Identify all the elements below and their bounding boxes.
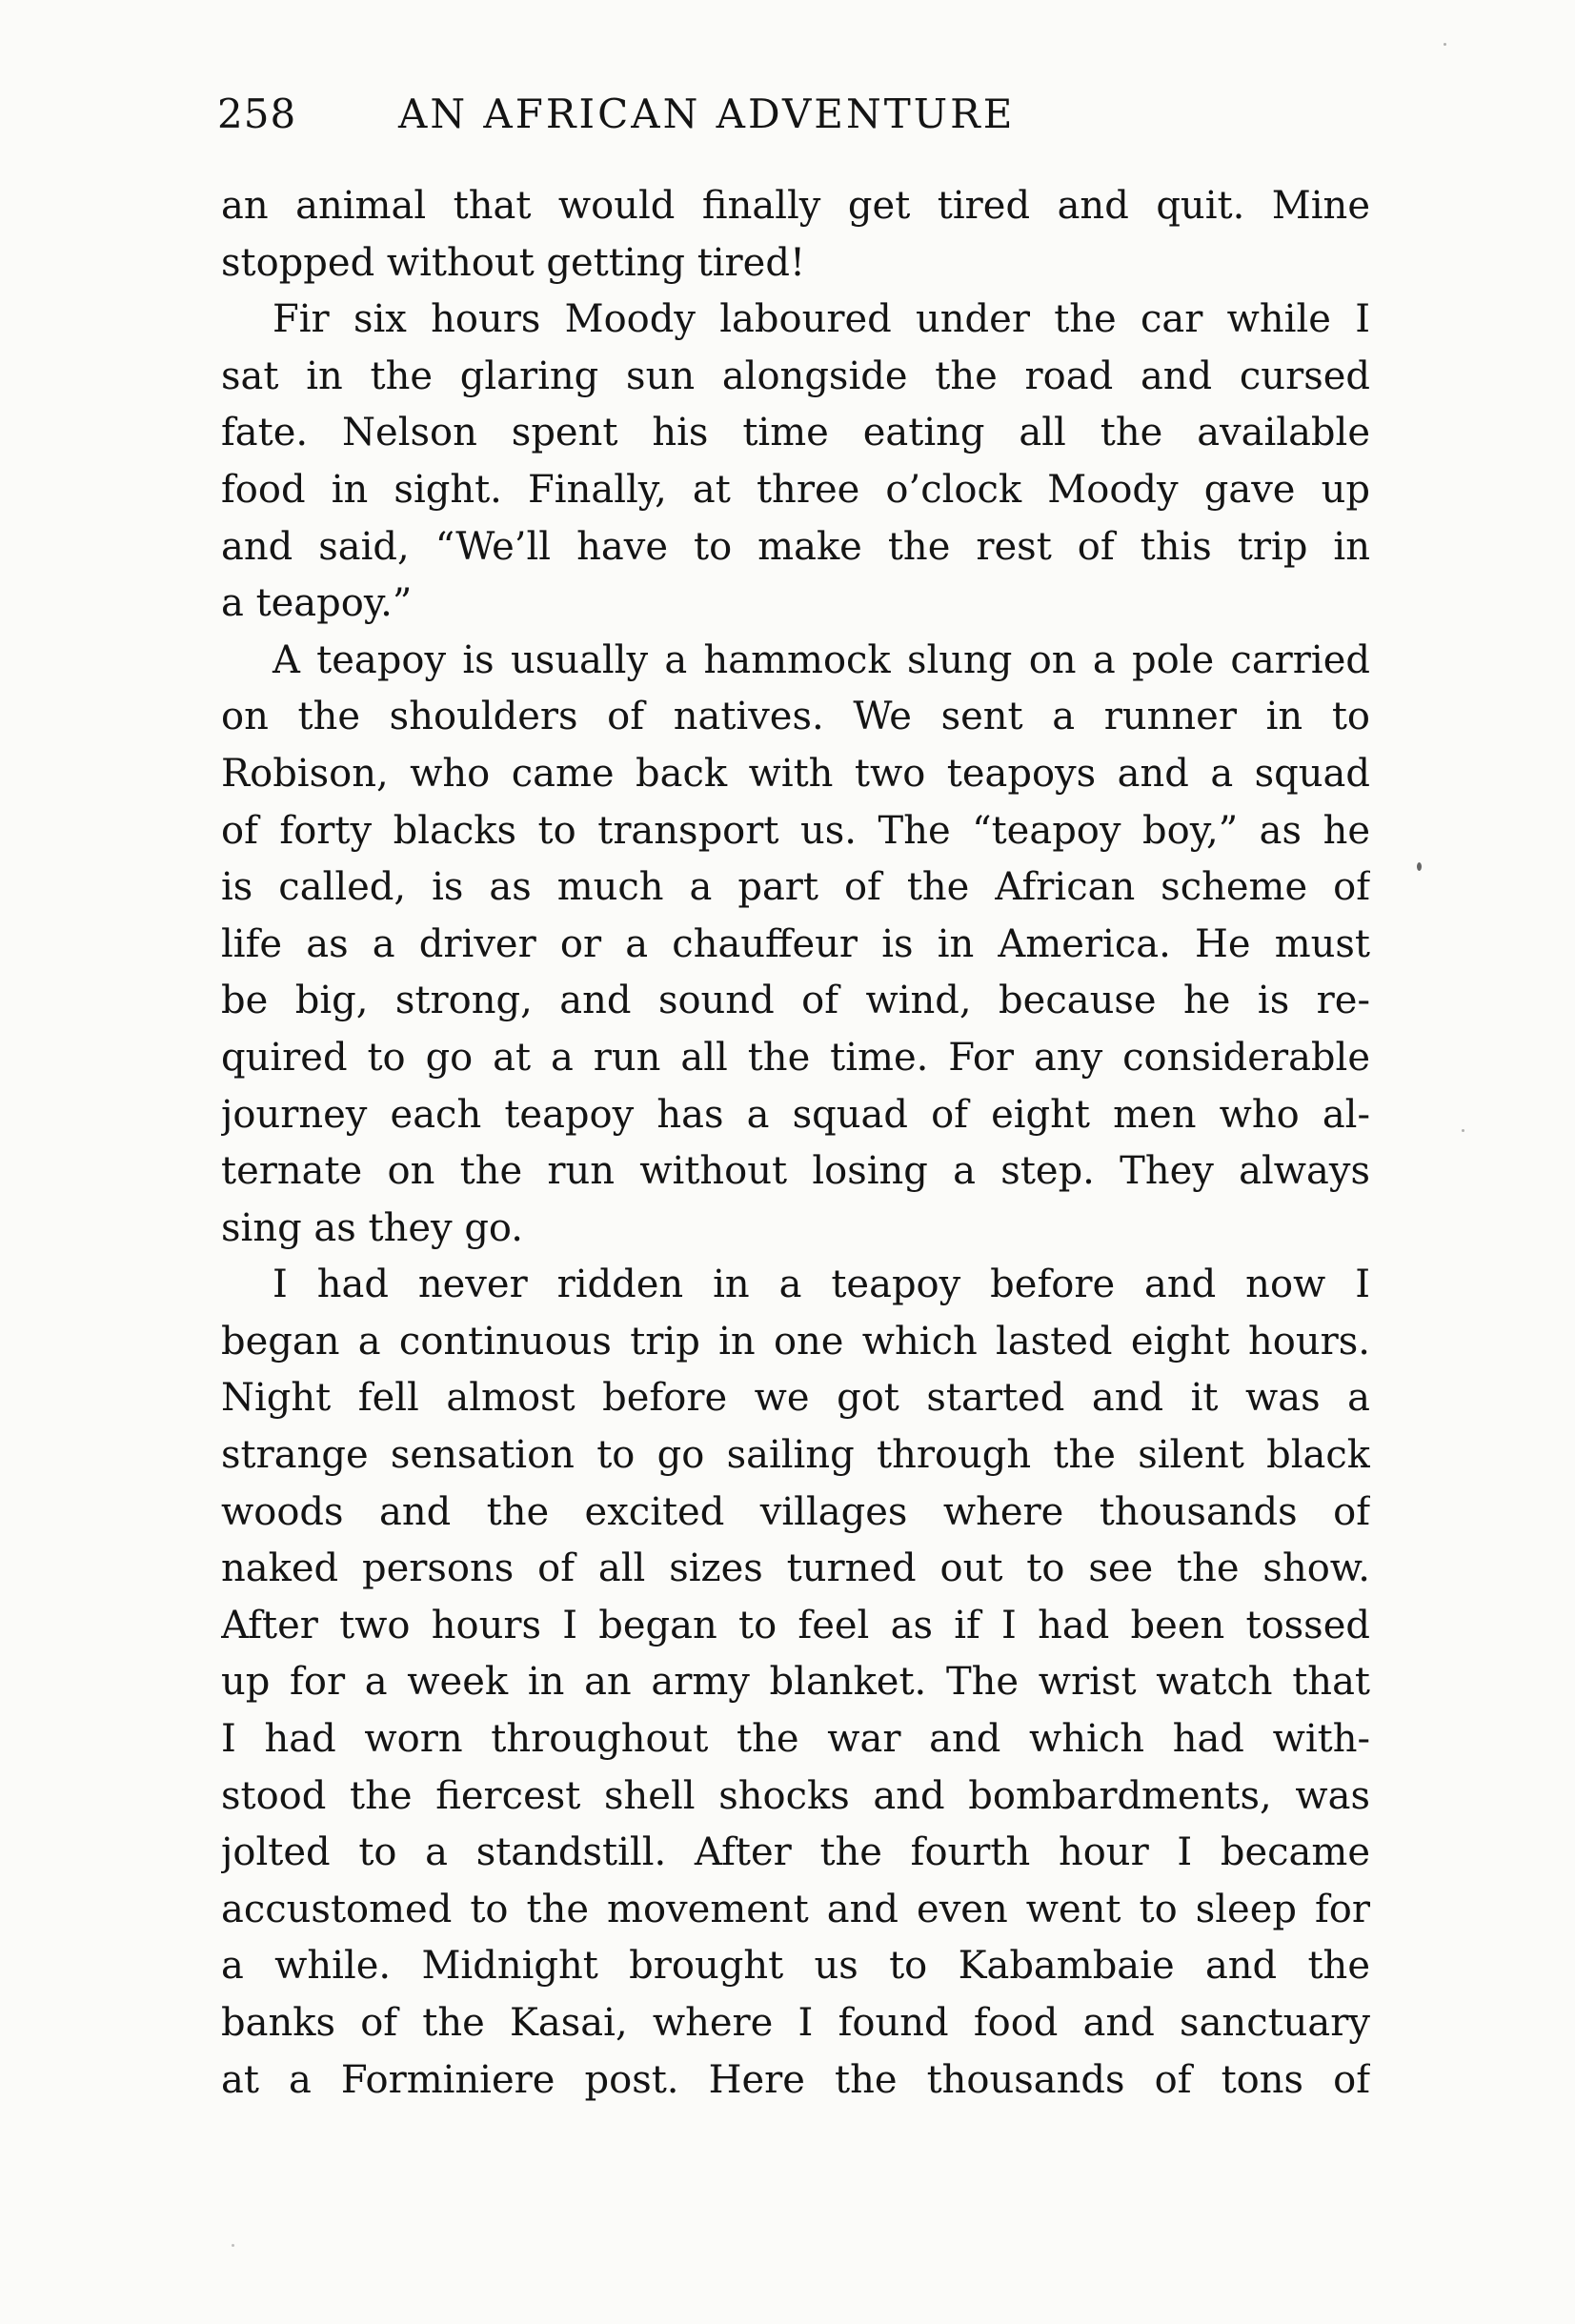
text-line: a teapoy.” — [221, 581, 413, 626]
body-text — [221, 178, 1370, 2109]
text-line: stood the fiercest shell shocks and bombardments, was — [221, 1773, 1370, 1818]
text-line: ternate on the run without losing a step. They always — [221, 1149, 1370, 1194]
text-line: sat in the glaring sun alongside the road and cursed — [221, 354, 1370, 398]
text-line: naked persons of all sizes turned out to see the show. — [221, 1546, 1370, 1591]
scan-speck — [1417, 862, 1422, 871]
text-line: Night fell almost before we got started and it was a — [221, 1376, 1370, 1421]
text-line: on the shoulders of natives. We sent a runner in to — [221, 695, 1370, 739]
text-line: began a continuous trip in one which lasted eight hours. — [221, 1319, 1370, 1364]
text-line: be big, strong, and sound of wind, because he is re- — [221, 979, 1370, 1023]
text-line: and said, “We’ll have to make the rest of this trip in — [221, 524, 1370, 569]
text-line: Fir six hours Moody laboured under the car while I — [273, 297, 1370, 342]
text-line: quired to go at a run all the time. For any considerable — [221, 1035, 1370, 1080]
text-line: food in sight. Finally, at three o’clock Moody gave up — [221, 467, 1370, 512]
text-line: is called, is as much a part of the African scheme of — [221, 865, 1370, 910]
page-number: 258 — [217, 91, 297, 137]
text-line: sing as they go. — [221, 1205, 524, 1250]
text-line: After two hours I began to feel as if I had been tossed — [221, 1603, 1370, 1647]
text-line: of forty blacks to transport us. The “teapoy boy,” as he — [221, 808, 1370, 853]
scan-speck — [232, 2244, 234, 2247]
text-line: journey each teapoy has a squad of eight men who al- — [221, 1092, 1370, 1137]
text-line: jolted to a standstill. After the fourth hour I became — [221, 1830, 1370, 1875]
text-line: I had never ridden in a teapoy before and now I — [273, 1263, 1370, 1307]
text-line: fate. Nelson spent his time eating all the available — [221, 411, 1370, 455]
text-line: accustomed to the movement and even went to sleep for — [221, 1887, 1370, 1931]
text-line: I had worn throughout the war and which had with- — [221, 1717, 1370, 1762]
running-head — [217, 91, 1380, 157]
text-line: stopped without getting tired! — [221, 240, 806, 285]
text-line: strange sensation to go sailing through the silent black — [221, 1433, 1370, 1478]
text-line: an animal that would finally get tired and quit. Mine — [221, 184, 1370, 228]
text-line: a while. Midnight brought us to Kabambaie and the — [221, 1944, 1370, 1989]
text-line: life as a driver or a chauffeur is in America. He must — [221, 921, 1370, 966]
text-line: banks of the Kasai, where I found food and sanctuary — [221, 2001, 1370, 2045]
text-line: at a Forminiere post. Here the thousands of tons of — [221, 2057, 1370, 2102]
text-line: up for a week in an army blanket. The wrist watch that — [221, 1660, 1370, 1705]
text-line: A teapoy is usually a hammock slung on a pole carried — [273, 637, 1370, 682]
scan-speck — [1462, 1129, 1464, 1132]
text-line: Robison, who came back with two teapoys and a squad — [221, 751, 1370, 796]
book-title: AN AFRICAN ADVENTURE — [398, 91, 1016, 137]
text-line: woods and the excited villages where thousands of — [221, 1489, 1370, 1534]
scan-speck — [1444, 43, 1446, 46]
